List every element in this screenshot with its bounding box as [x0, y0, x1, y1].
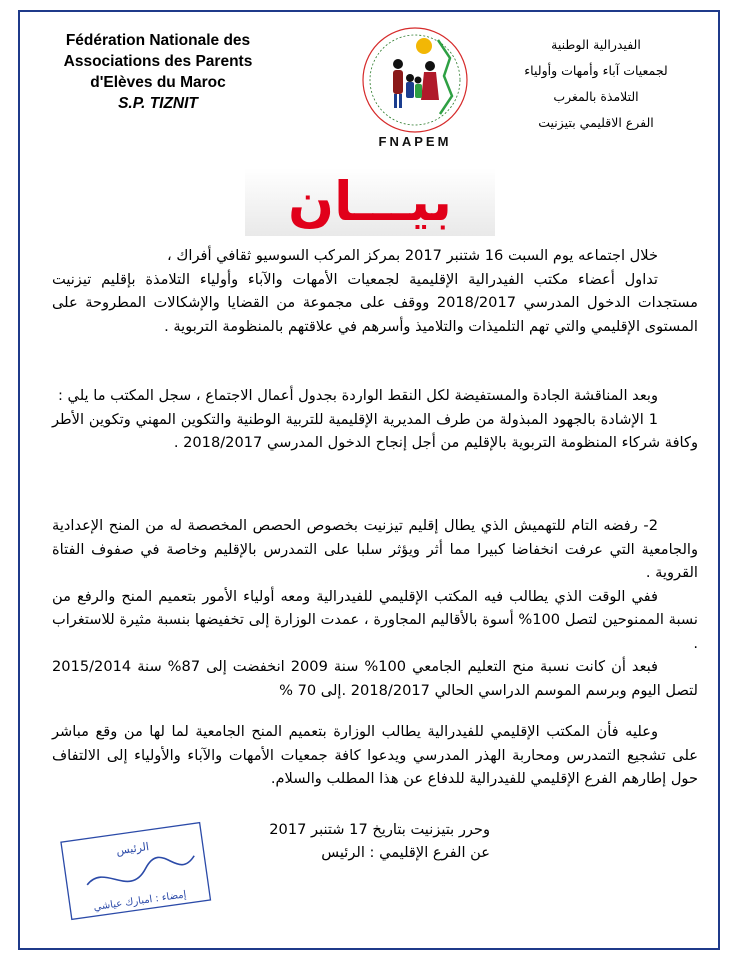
- statement-title: بيـــان: [287, 170, 453, 233]
- arabic-header-line-2: لجمعيات آباء وأمهات وأولياء: [524, 63, 668, 78]
- paragraph-7: فبعد أن كانت نسبة منح التعليم الجامعي 100% سنة 2009 انخفضت إلى 87% سنة 2015/2014 لتصل اليوم وبرسم الموسم الدراسي الحالي 2018/2017 .إلى 70 %: [52, 658, 698, 699]
- fnapem-logo: [340, 18, 490, 158]
- stamp-signed-by: إمضاء : امبارك عياشي: [92, 889, 188, 914]
- paragraph-6: ففي الوقت الذي يطالب فيه المكتب الإقليمي للفيدرالية ومعه أولياء الأمور بتعميم المنح والرفع من نسبة الممنوحين لتصل 100% أسوة بالأقاليم المجاورة ، عمدت الوزارة إلى تخفيضها بنسبة مثيرة للاستغراب .: [52, 587, 698, 652]
- paragraph-4: 1 الإشادة بالجهود المبذولة من طرف المديرية الإقليمية للتربية الوطنية والتكوين المهني وتكوين الأطر وكافة شركاء المنظومة التربوية بالإقليم من أجل إنجاح الدخول المدرسي 2018/2017 .: [52, 410, 698, 451]
- arabic-header-line-4: الفرع الاقليمي بتيزنيت: [538, 115, 654, 130]
- statement-banner: [245, 168, 495, 236]
- paragraph-1-block: [52, 244, 698, 338]
- paragraph-5-block: [52, 514, 698, 702]
- signature-block: [240, 818, 490, 864]
- signature-role: عن الفرع الإقليمي : الرئيس: [321, 844, 490, 861]
- french-header-line-1: Fédération Nationale des: [65, 32, 251, 49]
- stamp-label: الرئيس: [115, 840, 150, 858]
- paragraph-8-block: [52, 720, 698, 791]
- paragraph-8: وعليه فأن المكتب الإقليمي للفيدرالية يطالب الوزارة بتعميم المنح الجامعية لما لها من وقع مباشر على تشجيع التمدرس ومحاربة الهذر المدرسي ويدعوا كافة جمعيات الأمهات والآباء والأولياء إلى الالتفاف حول إطارهم الفرع الإقليمي للفيدرالية للدفاع عن هذا المطلب والسلام.: [52, 723, 698, 787]
- family-icon: [393, 59, 439, 108]
- sun-icon: [416, 38, 432, 54]
- paragraph-5: 2- رفضه التام للتهميش الذي يطال إقليم تيزنيت بخصوص الحصص المخصصة له من المنح الإعدادية والجامعية التي عرفت انخفاضا كبيرا مما أثر ويؤثر سلبا على التمدرس بالإقليم وخاصة في صفوف الفتاة القروية .: [52, 517, 698, 581]
- french-header-line-2: Associations des Parents: [63, 53, 253, 70]
- official-stamp: [36, 818, 236, 928]
- paragraph-3: وبعد المناقشة الجادة والمستفيضة لكل النقط الواردة بجدول أعمال الاجتماع ، سجل المكتب ما يلي :: [58, 387, 658, 404]
- signature-date: وحرر بتيزنيت بتاريخ 17 شتنبر 2017: [269, 821, 490, 838]
- map-outline-icon: [438, 40, 452, 114]
- paragraph-3-block: [52, 384, 698, 455]
- handwritten-signature-icon: [85, 852, 197, 887]
- french-header: [48, 30, 268, 114]
- logo-acronym: FNAPEM: [378, 134, 452, 149]
- french-header-line-3: d'Elèves du Maroc: [90, 74, 226, 91]
- arabic-header-line-1: الفيدرالية الوطنية: [551, 37, 641, 52]
- arabic-header: [496, 32, 696, 136]
- paragraph-2: تداول أعضاء مكتب الفيدرالية الإقليمية لجمعيات الأمهات والآباء وأولياء التلامذة بإقليم تيزنيت مستجدات الدخول المدرسي 2018/2017 ووقف على مجموعة من القضايا والإشكالات المطروحة على المستوى الإقليمي والتي تهم التلميذات والتلاميذ وأسرهم في علاقتهم بالمنظومة التربوية .: [52, 270, 698, 335]
- paragraph-1: خلال اجتماعه يوم السبت 16 شتنبر 2017 بمركز المركب السوسيو ثقافي أفراك ،: [167, 247, 658, 264]
- french-header-line-4: S.P. TIZNIT: [118, 95, 198, 112]
- arabic-header-line-3: التلامذة بالمغرب: [553, 89, 639, 104]
